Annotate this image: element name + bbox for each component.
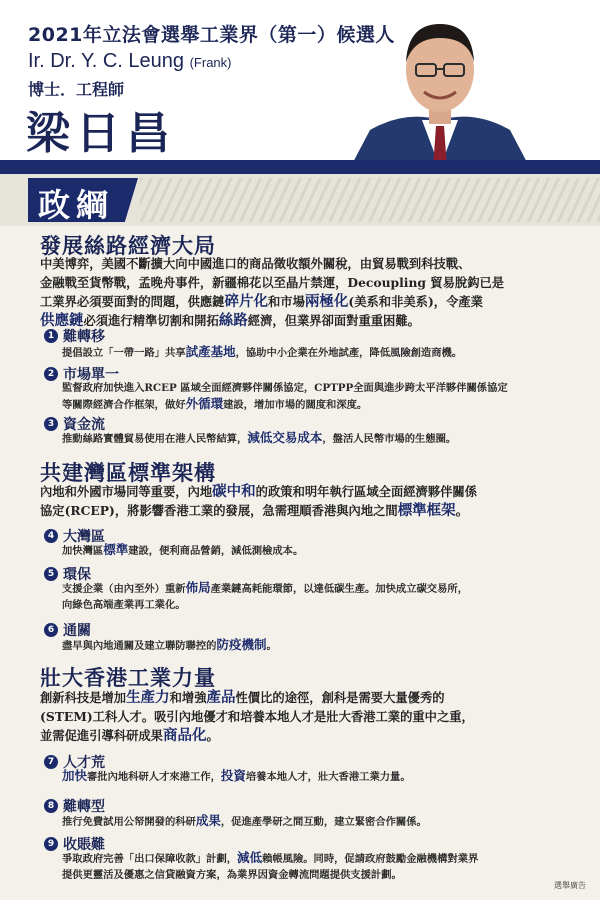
candidate-name-chinese: 梁日昌 — [26, 108, 176, 159]
policy-item-text — [62, 850, 582, 883]
text-run: 。 — [266, 640, 277, 652]
highlighted-keyword: 生產力 — [126, 689, 170, 706]
policy-item-label: 難轉移 — [63, 329, 105, 345]
text-run: 。 — [455, 503, 468, 518]
section-title-silk-road: 發展絲路經濟大局 — [40, 234, 216, 258]
election-ad-note: 選舉廣告 — [554, 881, 586, 890]
highlighted-keyword: 商品化 — [162, 727, 207, 744]
highlighted-keyword: 產品 — [206, 689, 236, 706]
highlighted-keyword: 絲路 — [218, 312, 248, 329]
highlighted-keyword: 外循環 — [185, 396, 224, 411]
highlighted-keyword: 加快 — [62, 768, 88, 783]
policy-item-text — [62, 380, 582, 413]
number-badge-icon: 3 — [44, 417, 58, 431]
text-run: 必須進行精準切割和開拓 — [83, 313, 219, 328]
highlighted-keyword: 成果 — [195, 813, 221, 828]
highlighted-keyword: 碎片化 — [224, 293, 268, 310]
text-run: 賴帳風險。同時，促請政府鼓勵金融機構對業界 提供更靈活及優惠之信貸融資方案，為業界因資金轉流問題提供支援計劃。 — [62, 853, 479, 881]
highlighted-keyword: 佈局 — [185, 580, 211, 595]
policy-item-text — [62, 580, 582, 613]
candidate-degree: 博士．工程師 — [28, 80, 125, 99]
policy-item-text — [62, 637, 582, 654]
candidate-portrait — [350, 8, 530, 168]
text-run: 建設，增加市場的闊度和深度。 — [223, 399, 368, 411]
text-run: 推動絲路實體貿易使用在港人民幣結算， — [62, 433, 248, 445]
highlighted-keyword: 碳中和 — [212, 483, 256, 500]
text-run: 性價比的途徑，創科是需要大量優秀的 (STEM)工科人才。吸引內地優才和培養本地人才是壯大香港工業的重中之重， 並需促進引導科研成果 — [40, 690, 474, 743]
highlighted-keyword: 標準框架 — [397, 502, 456, 519]
policy-item-label: 環保 — [63, 567, 91, 583]
policy-item — [44, 326, 105, 346]
section-title-bay-area: 共建灣區標準架構 — [40, 461, 216, 485]
text-run: 爭取政府完善「出口保障收款」計劃， — [62, 853, 238, 865]
text-run: 和增強 — [169, 690, 207, 705]
policy-item-label: 收賬難 — [63, 837, 105, 853]
number-badge-icon: 4 — [44, 529, 58, 543]
policy-item-label: 市場單一 — [63, 367, 119, 383]
section-paragraph — [40, 254, 580, 330]
highlighted-keyword: 兩極化 — [304, 293, 349, 310]
section-paragraph — [40, 688, 580, 745]
number-badge-icon: 5 — [44, 567, 58, 581]
text-run: 推行免費試用公帑開發的科研 — [62, 816, 196, 828]
policy-item-label: 資金流 — [63, 417, 105, 433]
text-run: 加快灣區 — [62, 545, 104, 557]
number-badge-icon: 1 — [44, 329, 58, 343]
highlighted-keyword: 減低 — [237, 850, 263, 865]
candidate-nickname: (Frank) — [189, 55, 232, 70]
text-run: ，協助中小企業在外地試產，降低風險創造商機。 — [235, 347, 463, 359]
policy-item-label: 通關 — [63, 623, 91, 639]
highlighted-keyword: 試產基地 — [185, 344, 236, 359]
text-run: 監督政府加快進入RCEP 區域全面經濟夥伴關係協定，CPTPP全面與進步跨太平洋夥伴關係協定 等關際經濟合作框架，做好 — [62, 382, 508, 411]
text-run: 支援企業（由內至外）重新 — [62, 583, 186, 595]
text-run: 中美博弈，美國不斷擴大向中國進口的商品徵收額外關稅，由貿易戰到科技戰、 金融戰至貨幣戰，孟晚舟事件，新疆棉花以至晶片禁運，Decoupling 貿易脫鈎已是 工業界必須要面對的問題，供應鏈 — [40, 256, 505, 309]
candidate-name-english-main: Ir. Dr. Y. C. Leung — [28, 50, 185, 72]
text-run: 盡早與內地通關及建立聯防聯控的 — [62, 640, 217, 652]
number-badge-icon: 6 — [44, 623, 58, 637]
number-badge-icon: 7 — [44, 755, 58, 769]
policy-item-text — [62, 768, 582, 785]
text-run: 的政策和明年執行區域全面經濟夥伴關係 協定(RCEP)，將影響香港工業的發展，急需理順香港與內地之間 — [40, 484, 478, 518]
candidate-name-english — [28, 50, 231, 73]
policy-item-label: 難轉型 — [63, 799, 105, 815]
text-run: 提倡設立「一帶一路」共享 — [62, 347, 186, 359]
policy-item-text — [62, 542, 582, 559]
text-run: 和市場 — [267, 294, 305, 309]
policy-item-label: 人才荒 — [63, 755, 105, 771]
text-run: 產業鏈高耗能環節，以達低碳生產。加快成立碳交易所， 向綠色高端產業再工業化。 — [62, 583, 468, 611]
text-run: 經濟，但業界卻面對重重困難。 — [247, 313, 420, 328]
highlighted-keyword: 供應鏈 — [40, 312, 84, 329]
number-badge-icon: 9 — [44, 837, 58, 851]
policy-item-text — [62, 430, 582, 447]
text-run: 建設，便利商品營銷，減低測檢成本。 — [128, 545, 304, 557]
text-run: 創新科技是增加 — [40, 690, 127, 705]
policy-heading: 政綱 — [38, 186, 115, 224]
text-run: 內地和外國市場同等重要，內地 — [40, 484, 213, 499]
text-run: 。 — [206, 728, 219, 743]
text-run: ，促進產學研之間互動，建立緊密合作關係。 — [220, 816, 427, 828]
policy-item-label: 大灣區 — [63, 529, 105, 545]
text-run: ，盤活人民幣市場的生態圈。 — [322, 433, 457, 445]
text-run: 審批內地科研人才來港工作， — [87, 771, 221, 783]
policy-item-text — [62, 344, 582, 361]
highlighted-keyword: 減低交易成本 — [247, 430, 323, 445]
section-paragraph — [40, 482, 580, 520]
section-title-industry: 壯大香港工業力量 — [40, 666, 216, 690]
text-run: 培養本地人才，壯大香港工業力量。 — [245, 771, 411, 783]
election-title: 2021年立法會選舉工業界（第一）候選人 — [28, 24, 395, 46]
number-badge-icon: 2 — [44, 367, 58, 381]
highlighted-keyword: 投資 — [220, 768, 246, 783]
highlighted-keyword: 防疫機制 — [216, 637, 267, 652]
text-run: (美系和非美系)，令產業 — [348, 294, 483, 309]
policy-item-text — [62, 813, 582, 830]
candidate-header — [0, 0, 600, 168]
decorative-stripes — [140, 178, 600, 222]
highlighted-keyword: 標準 — [103, 542, 129, 557]
header-divider-band — [0, 160, 600, 174]
number-badge-icon: 8 — [44, 799, 58, 813]
